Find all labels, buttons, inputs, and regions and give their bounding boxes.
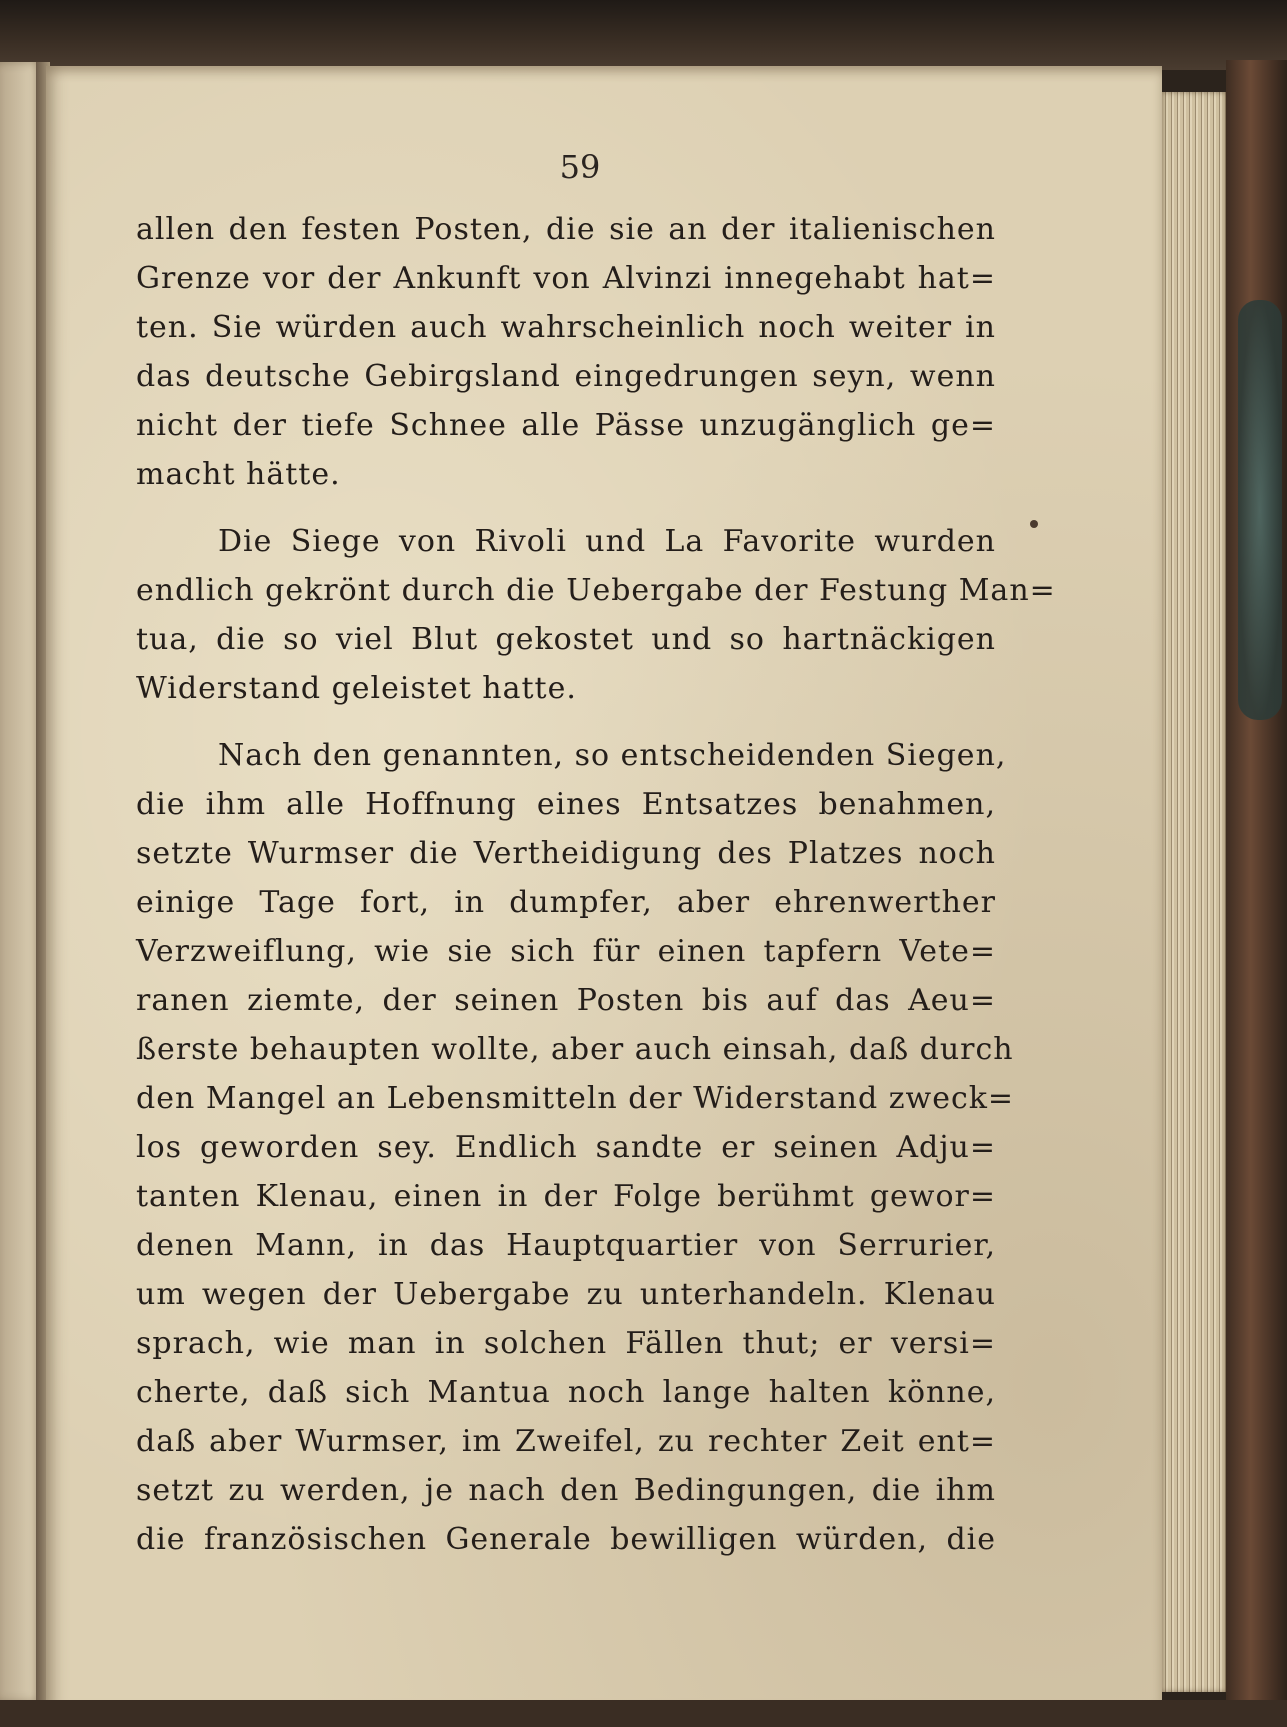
- page-number: 59: [559, 148, 601, 186]
- paragraph-gap: [136, 499, 996, 517]
- text-line: sprach, wie man in solchen Fällen thut; er versi=: [136, 1326, 996, 1361]
- text-line: los geworden sey. Endlich sandte er seinen Adju=: [136, 1130, 996, 1165]
- text-line: ßerste behaupten wollte, aber auch einsah, daß durch: [136, 1032, 1014, 1067]
- text-line: ranen ziemte, der seinen Posten bis auf das Aeu=: [136, 983, 996, 1018]
- text-line: endlich gekrönt durch die Uebergabe der Festung Man=: [136, 573, 1056, 608]
- text-line: setzte Wurmser die Vertheidigung des Platzes noch: [136, 836, 996, 871]
- book-top-edge: [0, 0, 1287, 70]
- book-bottom-edge: [0, 1700, 1287, 1727]
- text-line: Die Siege von Rivoli und La Favorite wurden: [218, 524, 996, 559]
- text-line: denen Mann, in das Hauptquartier von Serrurier,: [136, 1228, 996, 1263]
- text-line: nicht der tiefe Schnee alle Pässe unzugänglich ge=: [136, 408, 996, 443]
- text-line: tanten Klenau, einen in der Folge berühmt gewor=: [136, 1179, 996, 1214]
- text-line: Verzweiflung, wie sie sich für einen tapfern Vete=: [136, 934, 996, 969]
- cover-stain: [1238, 300, 1282, 720]
- text-line: Grenze vor der Ankunft von Alvinzi innegehabt hat=: [136, 261, 996, 296]
- text-line: die französischen Generale bewilligen würden, die: [136, 1522, 996, 1557]
- body-text: [136, 205, 1056, 1564]
- text-line: daß aber Wurmser, im Zweifel, zu rechter Zeit ent=: [136, 1424, 996, 1459]
- paragraph-1: [136, 205, 996, 499]
- text-line: Widerstand geleistet hatte.: [136, 671, 577, 706]
- text-line: cherte, daß sich Mantua noch lange halten könne,: [136, 1375, 996, 1410]
- text-line: ten. Sie würden auch wahrscheinlich noch weiter in: [136, 310, 996, 345]
- text-line: macht hätte.: [136, 457, 341, 492]
- text-line: einige Tage fort, in dumpfer, aber ehrenwerther: [136, 885, 996, 920]
- text-line: allen den festen Posten, die sie an der italienischen: [136, 212, 996, 247]
- text-line: die ihm alle Hoffnung eines Entsatzes benahmen,: [136, 787, 996, 822]
- text-line: um wegen der Uebergabe zu unterhandeln. Klenau: [136, 1277, 996, 1312]
- paragraph-gap: [136, 713, 996, 731]
- text-line: setzt zu werden, je nach den Bedingungen, die ihm: [136, 1473, 996, 1508]
- text-line: den Mangel an Lebensmitteln der Widerstand zweck=: [136, 1081, 1015, 1116]
- text-line: Nach den genannten, so entscheidenden Siegen,: [218, 738, 1007, 773]
- paragraph-2: [136, 517, 1056, 713]
- text-line: das deutsche Gebirgsland eingedrungen seyn, wenn: [136, 359, 996, 394]
- paragraph-3: [136, 731, 1015, 1564]
- text-line: tua, die so viel Blut gekostet und so hartnäckigen: [136, 622, 996, 657]
- page-stack-edge: [1162, 92, 1226, 1692]
- margin-ink-mark: [1030, 520, 1038, 528]
